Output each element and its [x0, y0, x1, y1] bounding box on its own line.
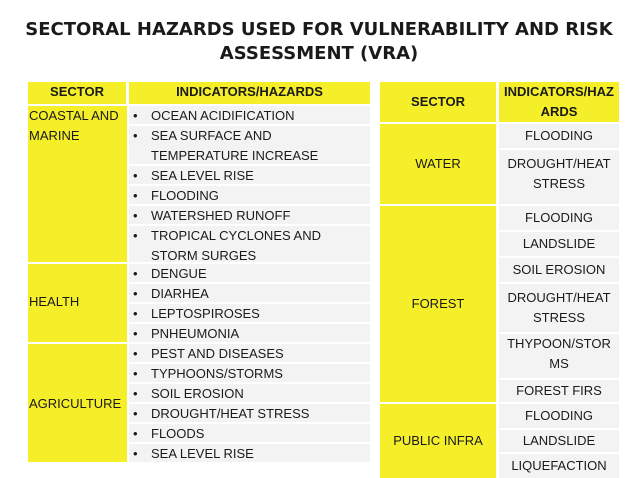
sector-hazards-table-right — [380, 82, 620, 478]
title-line-1: SECTORAL HAZARDS USED FOR VULNERABILITY AND RISK — [25, 19, 613, 40]
bullet-icon: • — [133, 266, 138, 281]
sector-label: COASTAL AND — [29, 108, 119, 123]
bullet-icon: • — [133, 168, 138, 183]
list-item: DROUGHT/HEAT STRESS — [499, 150, 619, 204]
header-indicators: INDICATORS/HAZARDS — [129, 82, 370, 104]
sector-water: WATER — [380, 124, 496, 204]
list-item: • OCEAN ACIDIFICATION — [129, 106, 370, 124]
bullet-icon: • — [133, 228, 138, 243]
list-item: LANDSLIDE — [499, 430, 619, 452]
list-item: • LEPTOSPIROSES — [129, 304, 370, 322]
sector-label: MARINE — [29, 128, 80, 143]
bullet-icon: • — [133, 346, 138, 361]
list-item: • DENGUE — [129, 264, 370, 282]
list-item: THYPOON/STOR MS — [499, 334, 619, 378]
list-item: FOREST FIRS — [499, 380, 619, 402]
header-sector: SECTOR — [28, 82, 126, 104]
table-header-row — [28, 82, 372, 104]
bullet-icon: • — [133, 108, 138, 123]
list-item: FLOODING — [499, 124, 619, 148]
list-item: LANDSLIDE — [499, 232, 619, 256]
sector-agriculture — [28, 344, 127, 462]
list-item: • WATERSHED RUNOFF — [129, 206, 370, 224]
header-indicators: INDICATORS/HAZ ARDS — [499, 82, 619, 122]
bullet-icon: • — [133, 128, 138, 143]
bullet-icon: • — [133, 446, 138, 461]
title-line-2: ASSESSMENT (VRA) — [219, 43, 419, 64]
bullet-icon: • — [133, 386, 138, 401]
bullet-icon: • — [133, 366, 138, 381]
list-item: • SOIL EROSION — [129, 384, 370, 402]
sector-label: AGRICULTURE — [29, 396, 122, 411]
list-item: FLOODING — [499, 206, 619, 230]
list-item: • SEA LEVEL RISE — [129, 166, 370, 184]
sector-health — [28, 264, 127, 342]
list-item: • FLOODING — [129, 186, 370, 204]
bullet-icon: • — [133, 208, 138, 223]
list-item: LIQUEFACTION — [499, 454, 619, 478]
bullet-icon: • — [133, 406, 138, 421]
sector-forest: FOREST — [380, 206, 496, 402]
sector-public-infra: PUBLIC INFRA — [380, 404, 496, 478]
list-item: • SEA SURFACE AND TEMPERATURE INCREASE — [129, 126, 370, 164]
list-item: FLOODING — [499, 404, 619, 428]
list-item: SOIL EROSION — [499, 258, 619, 282]
sector-label: HEALTH — [29, 294, 80, 309]
list-item: DROUGHT/HEAT STRESS — [499, 284, 619, 332]
header-sector: SECTOR — [380, 82, 496, 122]
list-item: • TROPICAL CYCLONES AND STORM SURGES — [129, 226, 370, 262]
list-item: • SEA LEVEL RISE — [129, 444, 370, 462]
sector-hazards-table-left — [28, 82, 372, 462]
bullet-icon: • — [133, 426, 138, 441]
page-title — [0, 18, 638, 66]
sector-coastal-marine — [28, 106, 127, 262]
list-item: • DROUGHT/HEAT STRESS — [129, 404, 370, 422]
bullet-icon: • — [133, 306, 138, 321]
list-item: • TYPHOONS/STORMS — [129, 364, 370, 382]
bullet-icon: • — [133, 188, 138, 203]
bullet-icon: • — [133, 326, 138, 341]
list-item: • FLOODS — [129, 424, 370, 442]
list-item: • PNHEUMONIA — [129, 324, 370, 342]
list-item: • PEST AND DISEASES — [129, 344, 370, 362]
list-item: • DIARHEA — [129, 284, 370, 302]
bullet-icon: • — [133, 286, 138, 301]
